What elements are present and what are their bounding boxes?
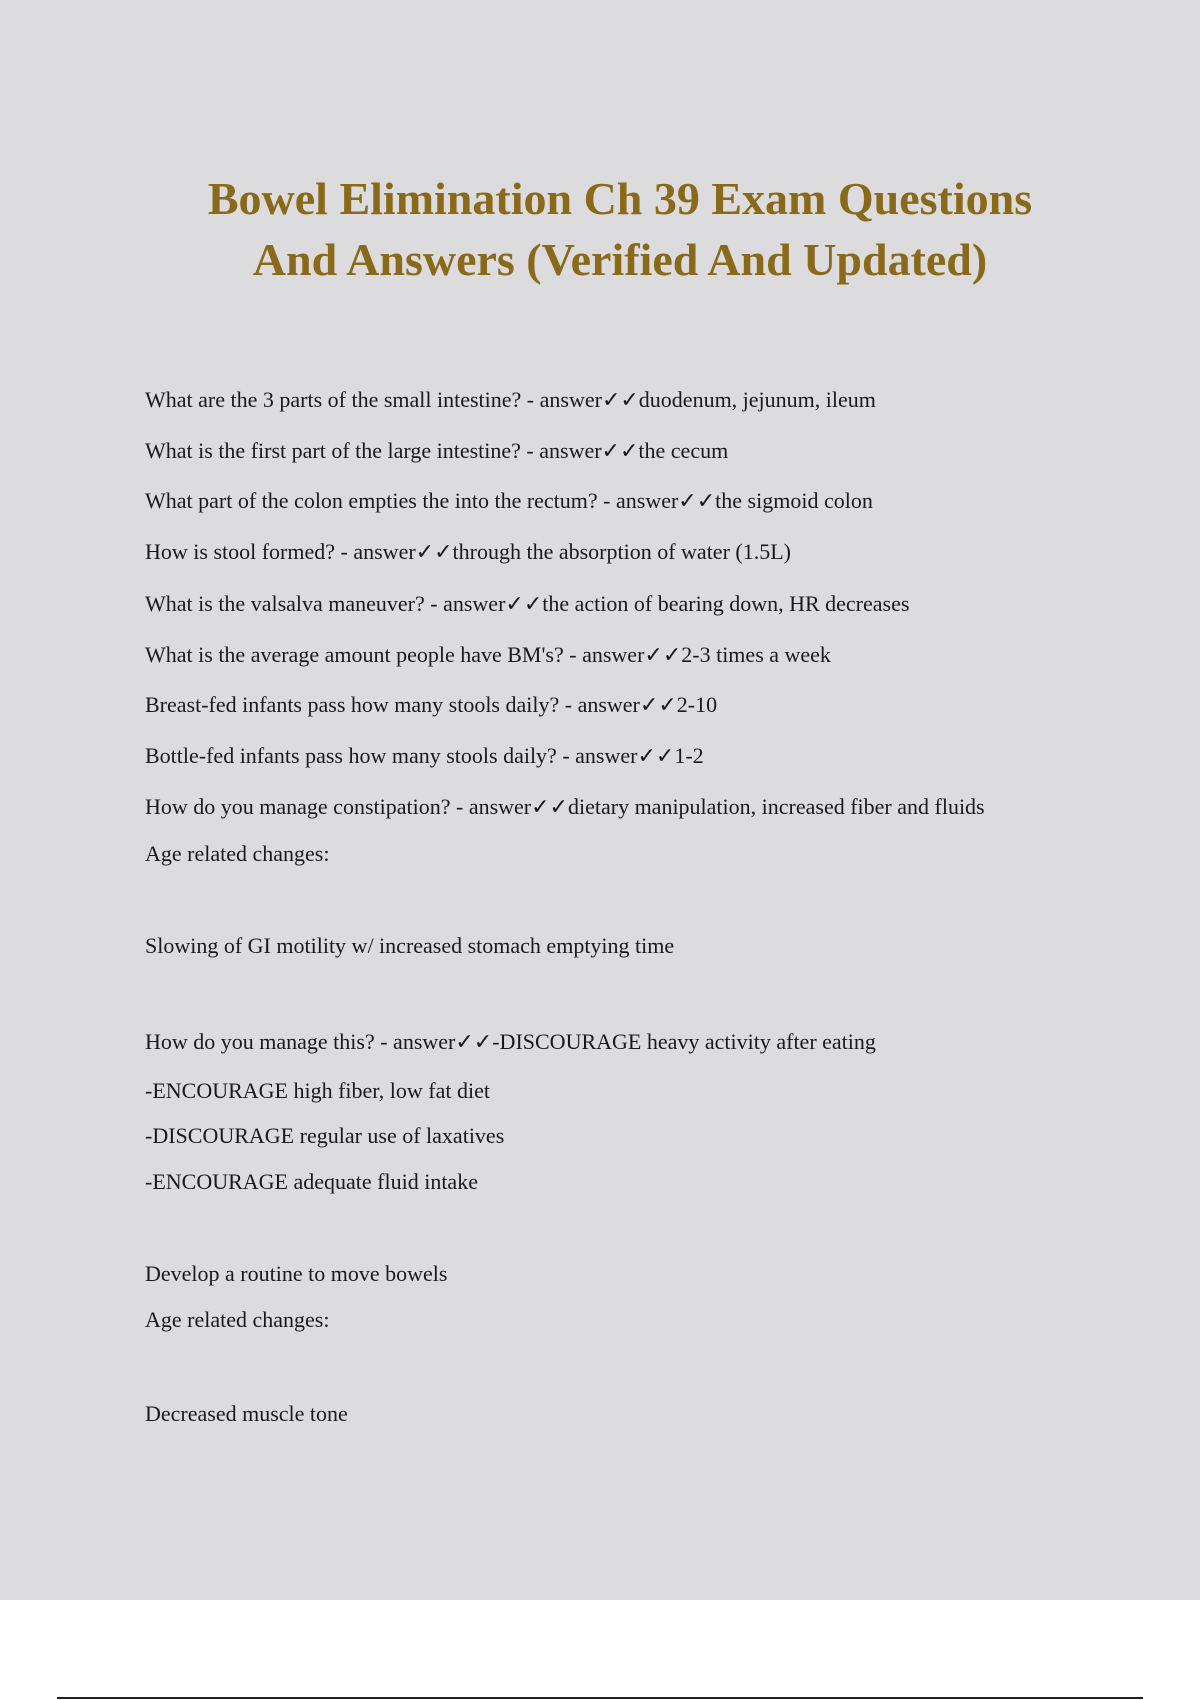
title-line-2: And Answers (Verified And Updated) [252, 234, 988, 285]
qa-line: What is the valsalva maneuver? - answer✓✓the action of bearing down, HR decreases [145, 591, 910, 616]
qa-line: Bottle-fed infants pass how many stools daily? - answer✓✓1-2 [145, 743, 704, 768]
title-line-1: Bowel Elimination Ch 39 Exam Questions [207, 173, 1033, 224]
qa-line: Slowing of GI motility w/ increased stomach emptying time [145, 933, 675, 958]
qa-line: What are the 3 parts of the small intestine? - answer✓✓duodenum, jejunum, ileum [145, 387, 876, 412]
qa-line: Age related changes: [145, 841, 330, 866]
qa-line: -DISCOURAGE regular use of laxatives [145, 1123, 505, 1148]
qa-line: How do you manage this? - answer✓✓-DISCOURAGE heavy activity after eating [145, 1029, 876, 1054]
qa-line: What part of the colon empties the into the rectum? - answer✓✓the sigmoid colon [145, 488, 873, 513]
qa-line: How do you manage constipation? - answer✓✓dietary manipulation, increased fiber and fluids [145, 794, 985, 819]
qa-line: Breast-fed infants pass how many stools daily? - answer✓✓2-10 [145, 692, 718, 717]
footer-divider [57, 1697, 1143, 1699]
qa-line: -ENCOURAGE high fiber, low fat diet [145, 1078, 490, 1103]
document-title [0, 168, 1200, 290]
qa-line: What is the average amount people have BM's? - answer✓✓2-3 times a week [145, 642, 831, 667]
qa-line: How is stool formed? - answer✓✓through the absorption of water (1.5L) [145, 539, 791, 564]
qa-line: -ENCOURAGE adequate fluid intake [145, 1169, 478, 1194]
qa-line: Age related changes: [145, 1307, 330, 1332]
qa-line: What is the first part of the large intestine? - answer✓✓the cecum [145, 438, 729, 463]
qa-line: Develop a routine to move bowels [145, 1261, 448, 1286]
qa-line: Decreased muscle tone [145, 1401, 348, 1426]
